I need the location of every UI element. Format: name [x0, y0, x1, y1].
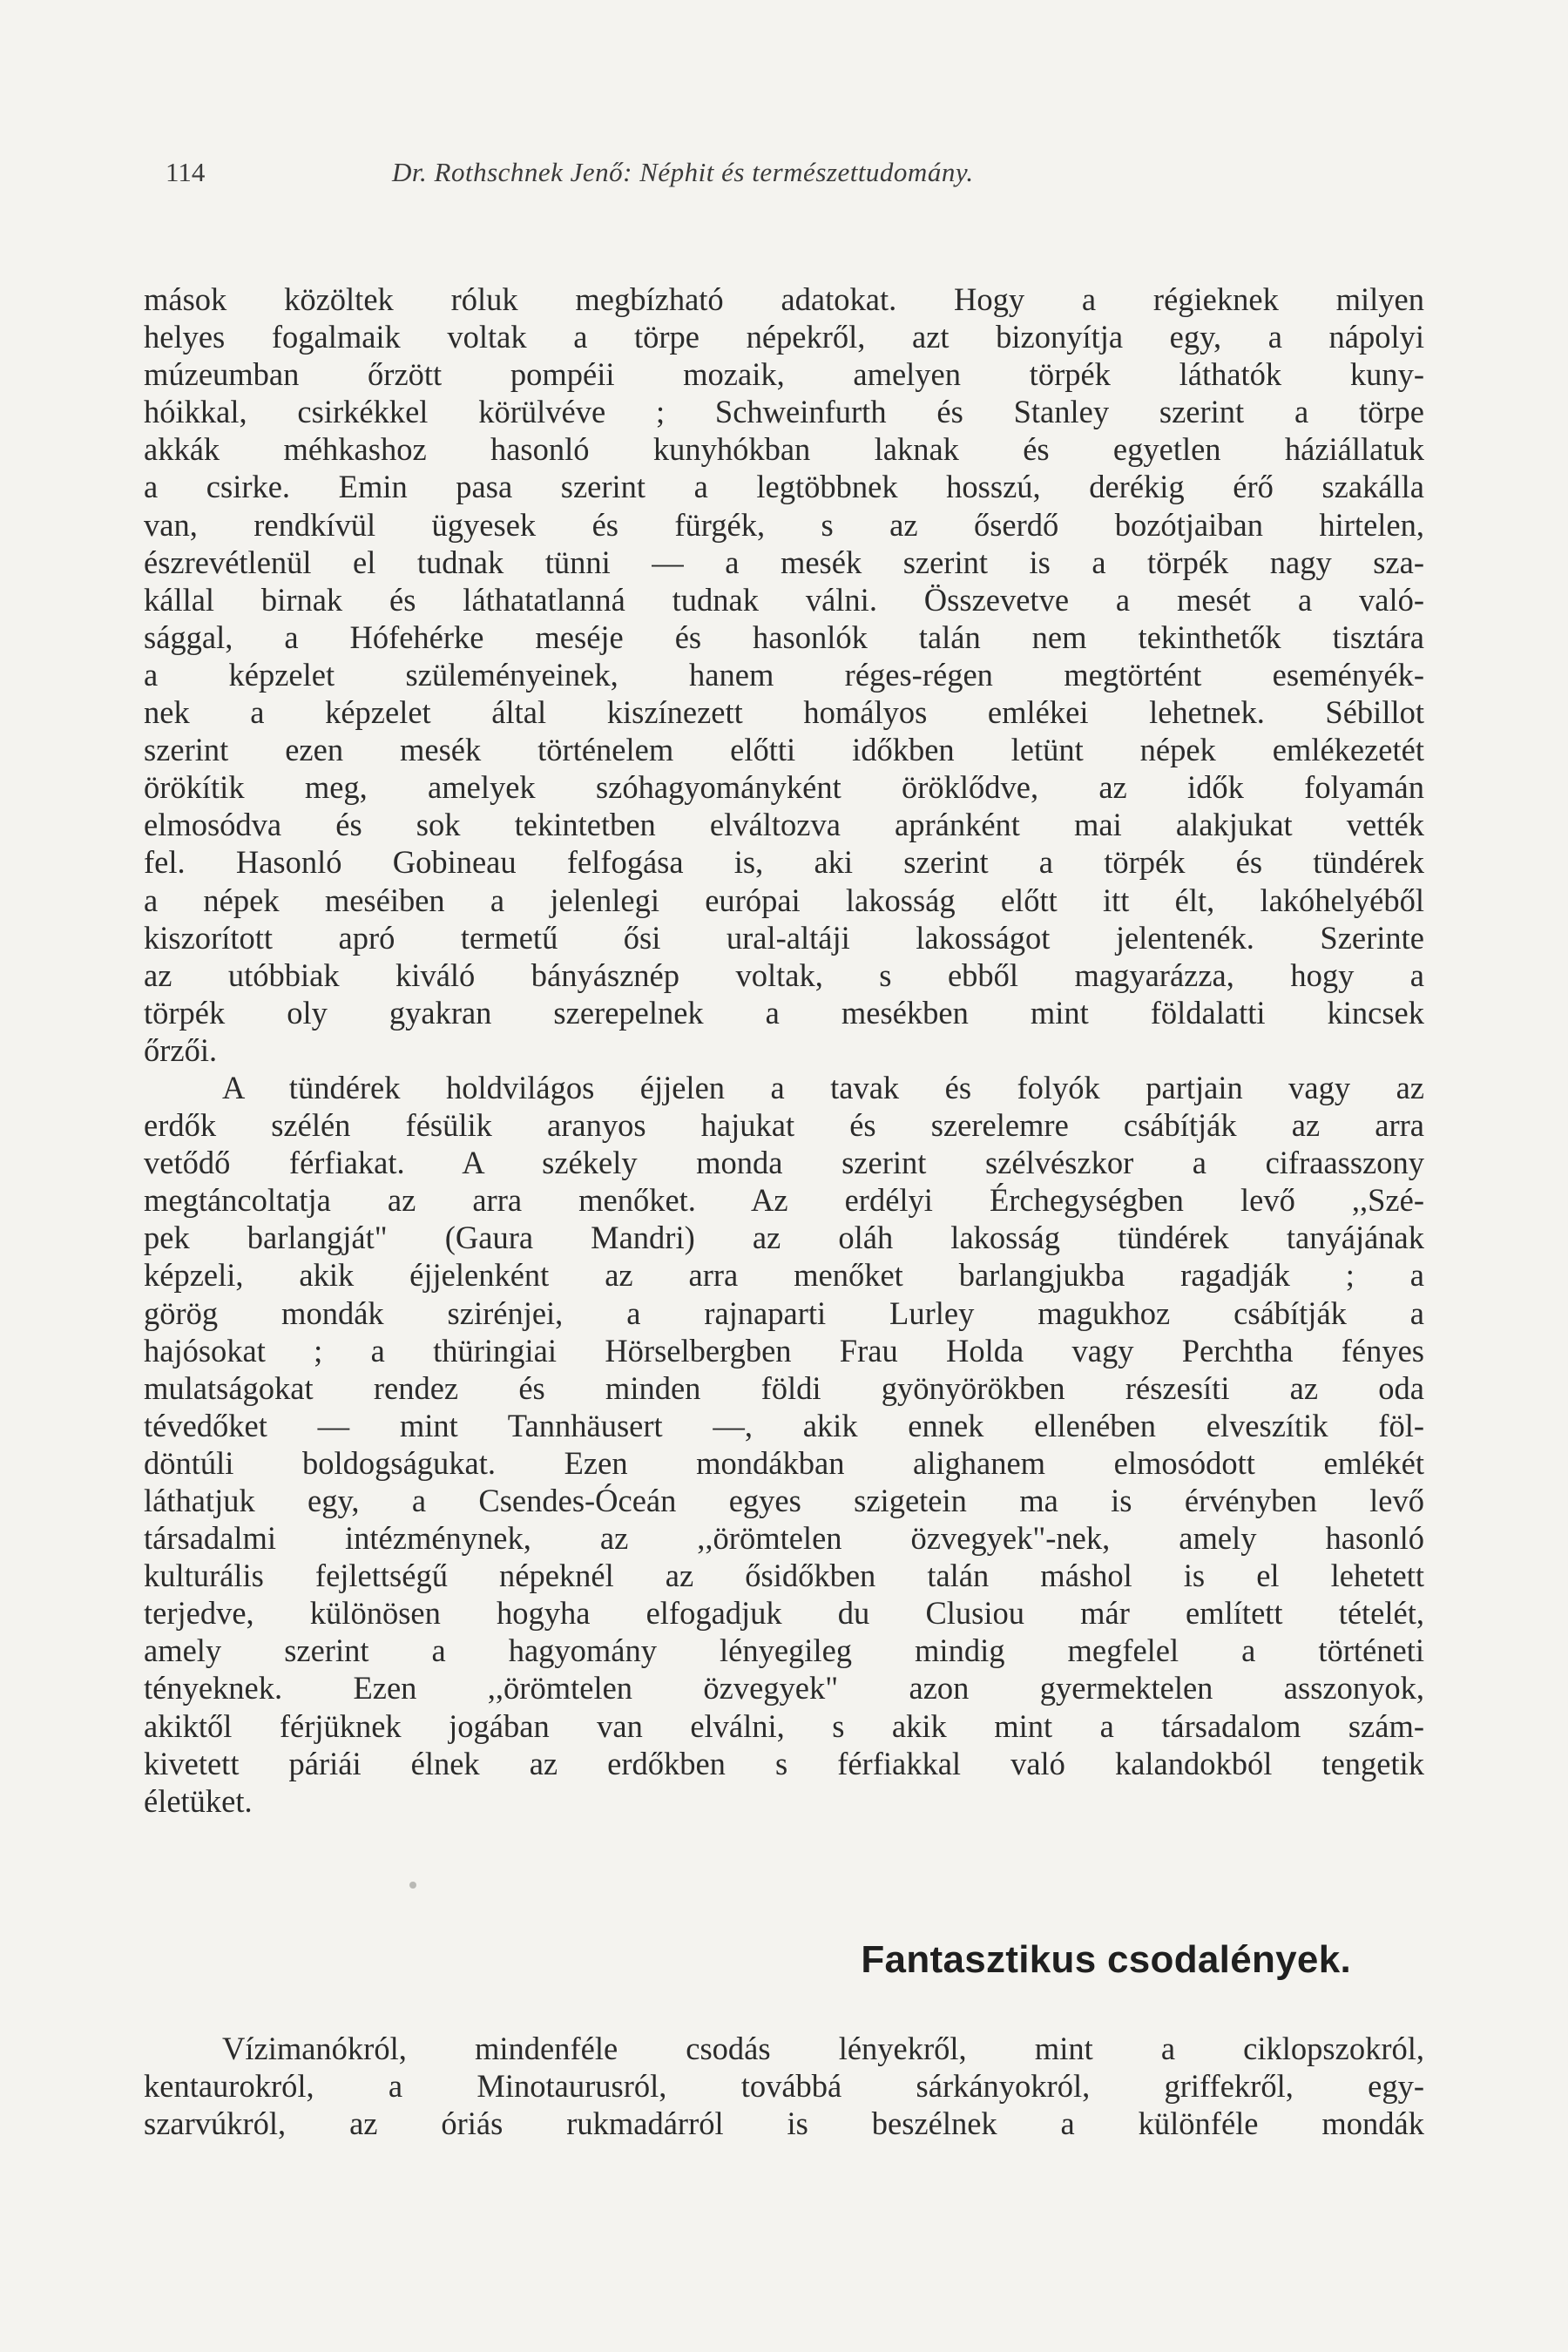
paragraph-2: [144, 1069, 1424, 1820]
print-speck: [409, 1882, 416, 1889]
body-text: [144, 280, 1424, 1820]
text-line: mások közöltek róluk megbízható adatokat. Hogy a régieknek milyen: [144, 281, 1424, 317]
text-line: döntúli boldogságukat. Ezen mondákban alighanem elmosódott emlékét: [144, 1444, 1424, 1481]
text-line: képzeli, akik éjjelenként az arra menőket barlangjukba ragadják ; a: [144, 1257, 1424, 1294]
text-line: kentaurokról, a Minotaurusról, továbbá sárkányokról, griffekről, egy-: [144, 2068, 1424, 2105]
text-line: helyes fogalmaik voltak a törpe népekről, azt bizonyítja egy, a nápolyi: [144, 319, 1424, 355]
text-line: Vízimanókról, mindenféle csodás lényekről, mint a ciklopszokról,: [222, 2031, 1424, 2066]
text-line: kulturális fejlettségű népeknél az ősidőkben talán máshol is el lehetett: [144, 1558, 1424, 1594]
text-line: életüket.: [144, 1782, 253, 1819]
text-line: hóikkal, csirkékkel körülvéve ; Schweinfurth és Stanley szerint a törpe: [144, 394, 1424, 430]
text-line: akkák méhkashoz hasonló kunyhókban laknak és egyetlen háziállatuk: [144, 431, 1424, 468]
text-line: kállal birnak és láthatatlanná tudnak válni. Összevetve a mesét a való-: [144, 581, 1424, 618]
text-line: elmosódva és sok tekintetben elváltozva apránként mai alakjukat vették: [144, 807, 1424, 843]
text-line: akiktől férjüknek jogában van elválni, s akik mint a társadalom szám-: [144, 1707, 1424, 1744]
text-line: kivetett páriái élnek az erdőkben s férfiakkal való kalandokból tengetik: [144, 1745, 1424, 1781]
text-line: kiszorított apró termetű ősi ural-altáji lakosságot jelentenék. Szerinte: [144, 919, 1424, 956]
text-line: társadalmi intézménynek, az ,,örömtelen özvegyek"-nek, amely hasonló: [144, 1520, 1424, 1557]
text-line: görög mondák szirénjei, a rajnaparti Lurley magukhoz csábítják a: [144, 1294, 1424, 1331]
text-line: a képzelet szüleményeinek, hanem réges-régen megtörtént eseményék-: [144, 656, 1424, 693]
text-line: törpék oly gyakran szerepelnek a mesékben mint földalatti kincsek: [144, 994, 1424, 1031]
text-line: tényeknek. Ezen ,,örömtelen özvegyek" azon gyermektelen asszonyok,: [144, 1670, 1424, 1707]
section-heading: Fantasztikus csodalények.: [861, 1938, 1351, 1981]
text-line: sággal, a Hófehérke meséje és hasonlók talán nem tekinthetők tisztára: [144, 618, 1424, 655]
paragraph-3: [144, 2030, 1424, 2142]
text-line: szarvúkról, az óriás rukmadárról is beszélnek a különféle mondák: [144, 2105, 1424, 2142]
running-head: [144, 157, 1424, 192]
text-line: őrzői.: [144, 1031, 218, 1068]
text-line: terjedve, különösen hogyha elfogadjuk du Clusiou már említett tételét,: [144, 1595, 1424, 1632]
text-line: erdők szélén fésülik aranyos hajukat és szerelemre csábítják az arra: [144, 1107, 1424, 1144]
text-line: tévedőket — mint Tannhäusert —, akik ennek ellenében elveszítik föl-: [144, 1407, 1424, 1443]
text-line: hajósokat ; a thüringiai Hörselbergben Frau Holda vagy Perchtha fényes: [144, 1332, 1424, 1369]
text-line: fel. Hasonló Gobineau felfogása is, aki szerint a törpék és tündérek: [144, 844, 1424, 881]
text-line: A tündérek holdvilágos éjjelen a tavak és folyók partjain vagy az: [222, 1069, 1424, 1105]
text-line: pek barlangját" (Gaura Mandri) az oláh lakosság tündérek tanyájának: [144, 1220, 1424, 1256]
text-line: amely szerint a hagyomány lényegileg mindig megfelel a történeti: [144, 1632, 1424, 1669]
text-line: mulatságokat rendez és minden földi gyönyörökben részesíti az oda: [144, 1369, 1424, 1406]
text-line: vetődő férfiakat. A székely monda szerint szélvészkor a cifraasszony: [144, 1145, 1424, 1181]
text-line: a népek meséiben a jelenlegi európai lakosság előtt itt élt, lakóhelyéből: [144, 882, 1424, 918]
text-line: nek a képzelet által kiszínezett homályos emlékei lehetnek. Sébillot: [144, 694, 1424, 731]
text-line: az utóbbiak kiváló bányásznép voltak, s ebből magyarázza, hogy a: [144, 956, 1424, 993]
text-line: van, rendkívül ügyesek és fürgék, s az őserdő bozótjaiban hirtelen,: [144, 506, 1424, 543]
text-line: szerint ezen mesék történelem előtti időkben letünt népek emlékezetét: [144, 732, 1424, 768]
text-line: múzeumban őrzött pompéii mozaik, amelyen törpék láthatók kuny-: [144, 356, 1424, 393]
running-title: Dr. Rothschnek Jenő: Néphit és természettudomány.: [392, 157, 974, 187]
text-line: megtáncoltatja az arra menőket. Az erdélyi Érchegységben levő ,,Szé-: [144, 1182, 1424, 1219]
text-line: örökítik meg, amelyek szóhagyományként öröklődve, az idők folyamán: [144, 769, 1424, 806]
text-line: a csirke. Emin pasa szerint a legtöbbnek hosszú, derékig érő szakálla: [144, 469, 1424, 505]
text-line: láthatjuk egy, a Csendes-Óceán egyes szigetein ma is érvényben levő: [144, 1483, 1424, 1518]
page-number: 114: [166, 157, 206, 187]
text-line: észrevétlenül el tudnak tünni — a mesék szerint is a törpék nagy sza-: [144, 544, 1424, 580]
paragraph-1: [144, 280, 1424, 1069]
